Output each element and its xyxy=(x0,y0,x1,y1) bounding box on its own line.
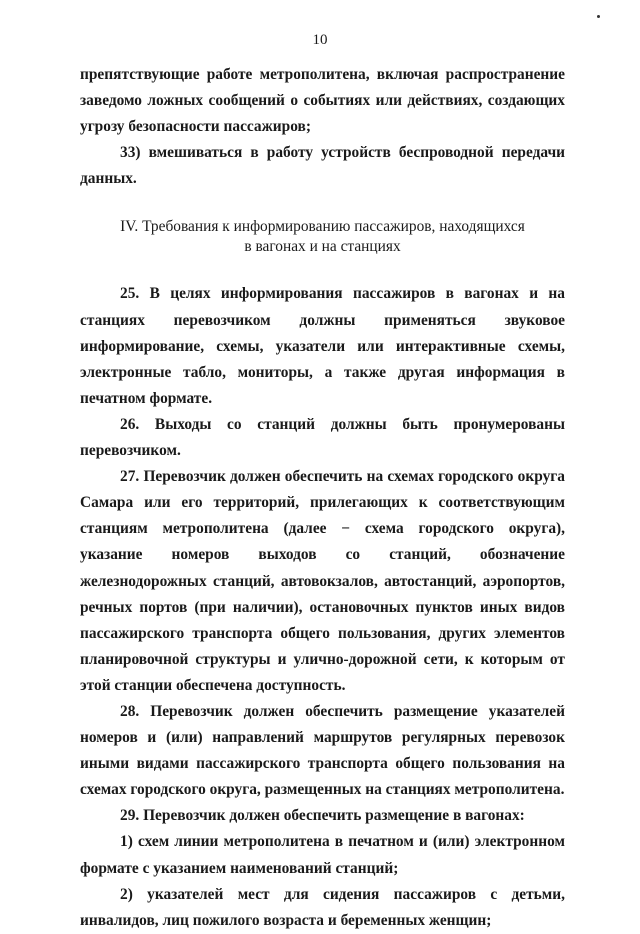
document-body xyxy=(80,62,565,934)
paragraph-29: 29. Перевозчик должен обеспечить размещение в вагонах: xyxy=(120,807,525,825)
paragraph-25: 25. В целях информирования пассажиров в вагонах и на станциях перевозчиком должны применяться звуковое информирование, схемы, указатели или интерактивные схемы, электронные табло, мониторы, а также другая информация в печатном формате. xyxy=(80,285,565,407)
paragraph-continuation: препятствующие работе метрополитена, включая распространение заведомо ложных сообщений о событиях или действиях, создающих угрозу безопасности пассажиров; xyxy=(80,66,565,136)
paragraph-29-item-2: 2) указателей мест для сидения пассажиров с детьми, инвалидов, лиц пожилого возраста и беременных женщин; xyxy=(80,885,565,929)
section-heading-line-1: IV. Требования к информированию пассажиров, находящихся xyxy=(120,218,525,236)
paragraph-26: 26. Выходы со станций должны быть пронумерованы перевозчиком. xyxy=(80,415,565,460)
paragraph-item-33: 33) вмешиваться в работу устройств беспроводной передачи данных. xyxy=(80,144,565,188)
scan-speck xyxy=(597,15,600,18)
section-heading-line-2: в вагонах и на станциях xyxy=(244,237,401,255)
paragraph-29-item-1: 1) схем линии метрополитена в печатном и (или) электронном формате с указанием наименований станций; xyxy=(80,833,565,877)
paragraph-27: 27. Перевозчик должен обеспечить на схемах городского округа Самара или его территорий, прилегающих к соответствующим станциям метрополитена (далее − схема городского округа), указание номеров выходов со станций, обозначение железнодорожных станций, автовокзалов, автостанций, аэропортов, речных портов (при наличии), остановочных пунктов иных видов пассажирского транспорта общего пользования, других элементов планировочной структуры и улично-дорожной сети, к которым от этой станции обеспечена доступность. xyxy=(80,468,565,694)
section-heading xyxy=(80,217,565,256)
page-number: 10 xyxy=(312,32,328,48)
paragraph-28: 28. Перевозчик должен обеспечить размещение указателей номеров и (или) направлений маршрутов регулярных перевозок иными видами пассажирского транспорта общего пользования на схемах городского округа, размещенных на станциях метрополитена. xyxy=(80,702,565,799)
